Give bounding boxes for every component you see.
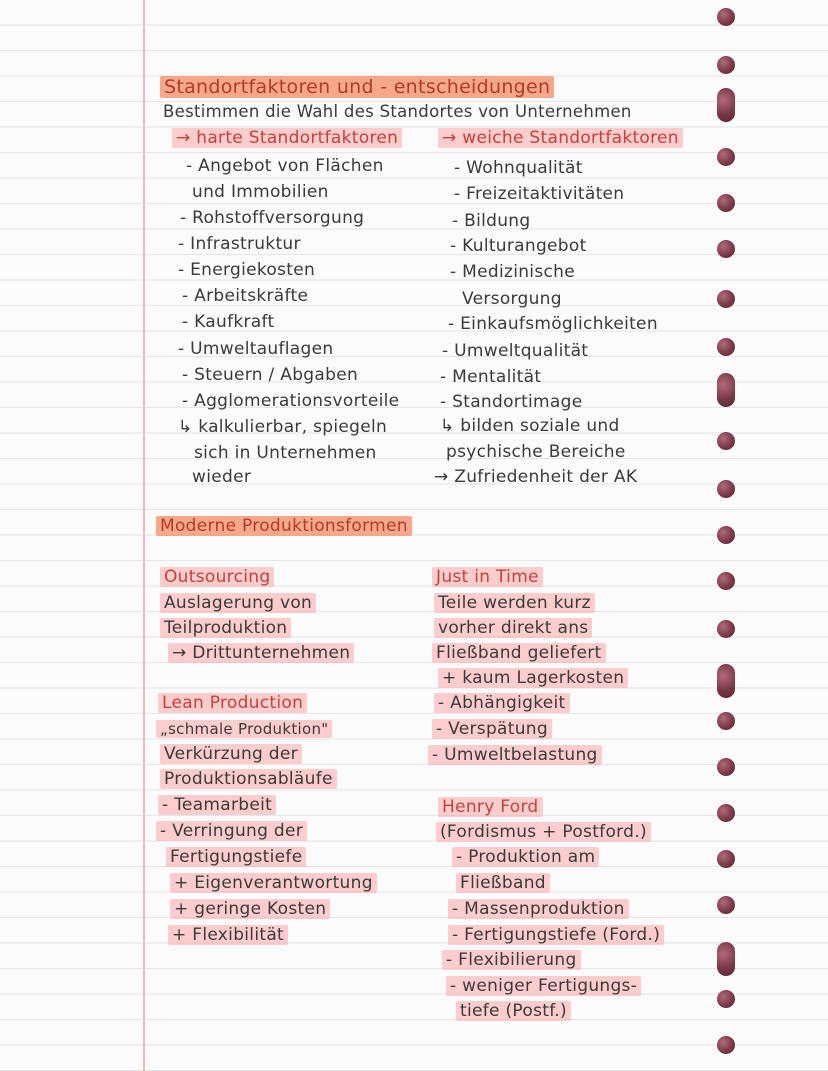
list-item: und Immobilien — [192, 182, 329, 202]
list-item: - Freizeitaktivitäten — [454, 184, 625, 204]
block-line: Produktionsabläufe — [160, 768, 337, 790]
block-title-lean-production: Lean Production — [158, 692, 307, 714]
block-line: Teilproduktion — [160, 617, 291, 639]
binder-hole — [717, 712, 735, 730]
binder-hole — [717, 942, 735, 976]
binder-hole — [717, 620, 735, 638]
binder-hole — [717, 572, 735, 590]
binder-hole — [717, 8, 735, 26]
list-item: - Energiekosten — [178, 260, 316, 280]
binder-hole — [717, 432, 735, 450]
list-item: → Zufriedenheit der AK — [434, 467, 638, 487]
margin-line — [143, 0, 145, 1071]
block-line: - Umweltbelastung — [428, 744, 602, 766]
list-item: - Steuern / Abgaben — [182, 365, 359, 385]
binder-hole — [717, 338, 735, 356]
binder-hole — [717, 194, 735, 212]
block-line: - Flexibilierung — [442, 949, 581, 971]
list-item: - Arbeitskräfte — [182, 286, 309, 306]
binder-hole — [717, 804, 735, 822]
binder-hole — [717, 850, 735, 868]
block-line: - Verringung der — [156, 820, 307, 842]
binder-hole — [717, 1036, 735, 1054]
list-item: psychische Bereiche — [446, 442, 626, 462]
binder-hole — [717, 290, 735, 308]
list-item: wieder — [192, 467, 252, 487]
block-line: Auslagerung von — [160, 592, 316, 614]
block-line: + Flexibilität — [168, 924, 288, 946]
block-line: - weniger Fertigungs- — [446, 975, 641, 997]
list-item: - Angebot von Flächen — [186, 156, 384, 176]
block-line: - Verspätung — [432, 718, 552, 740]
list-item: - Umweltauflagen — [178, 339, 334, 359]
block-line: → Drittunternehmen — [168, 642, 354, 664]
binder-hole — [717, 240, 735, 258]
list-item: - Standortimage — [440, 392, 583, 412]
right-column-header: → weiche Standortfaktoren — [438, 127, 683, 149]
binder-hole — [717, 896, 735, 914]
list-item: sich in Unternehmen — [194, 443, 377, 463]
list-item: ↳ kalkulierbar, spiegeln — [178, 417, 388, 437]
block-line: Teile werden kurz — [434, 592, 595, 614]
list-item: - Infrastruktur — [178, 234, 301, 254]
block-line: + Eigenverantwortung — [170, 872, 377, 894]
binder-holes — [713, 0, 743, 1071]
list-item: - Bildung — [452, 211, 531, 231]
binder-hole — [717, 990, 735, 1008]
left-column-header: → harte Standortfaktoren — [172, 127, 402, 149]
block-title-outsourcing: Outsourcing — [160, 566, 274, 588]
section-subtitle: Bestimmen die Wahl des Standortes von Unternehmen — [163, 102, 632, 121]
block-line: (Fordismus + Postford.) — [436, 821, 651, 843]
binder-hole — [717, 664, 735, 698]
list-item: - Umweltqualität — [442, 341, 589, 361]
binder-hole — [717, 148, 735, 166]
block-line: tiefe (Postf.) — [456, 1000, 571, 1022]
binder-hole — [717, 526, 735, 544]
block-line: - Teamarbeit — [158, 794, 276, 816]
list-item: - Einkaufsmöglichkeiten — [448, 314, 658, 334]
binder-hole — [717, 373, 735, 407]
block-line: Fließband geliefert — [432, 642, 606, 664]
list-item: Versorgung — [462, 289, 562, 309]
block-title-just-in-time: Just in Time — [432, 566, 543, 588]
list-item: - Wohnqualität — [454, 158, 583, 178]
block-line: - Massenproduktion — [448, 898, 629, 920]
block-line: - Abhängigkeit — [434, 692, 570, 714]
block-line: Fließband — [456, 872, 550, 894]
list-item: - Rohstoffversorgung — [180, 208, 365, 228]
list-item: - Kulturangebot — [450, 236, 587, 256]
section-title: Moderne Produktionsformen — [156, 515, 412, 537]
block-line: - Fertigungstiefe (Ford.) — [448, 924, 664, 946]
block-line: - Produktion am — [452, 846, 599, 868]
list-item: - Agglomerationsvorteile — [182, 391, 400, 411]
block-line: vorher direkt ans — [434, 617, 592, 639]
binder-hole — [717, 56, 735, 74]
section-title: Standortfaktoren und - entscheidungen — [160, 76, 554, 98]
binder-hole — [717, 758, 735, 776]
block-line: Verkürzung der — [160, 743, 302, 765]
block-line: „schmale Produktion" — [156, 718, 332, 740]
list-item: - Medizinische — [450, 262, 575, 282]
block-line: Fertigungstiefe — [166, 846, 306, 868]
block-line: + kaum Lagerkosten — [438, 667, 628, 689]
binder-hole — [717, 88, 735, 122]
list-item: ↳ bilden soziale und — [440, 416, 620, 436]
binder-hole — [717, 480, 735, 498]
block-line: + geringe Kosten — [170, 898, 330, 920]
list-item: - Kaufkraft — [182, 312, 275, 332]
block-title-henry-ford: Henry Ford — [438, 796, 543, 818]
list-item: - Mentalität — [440, 367, 542, 387]
